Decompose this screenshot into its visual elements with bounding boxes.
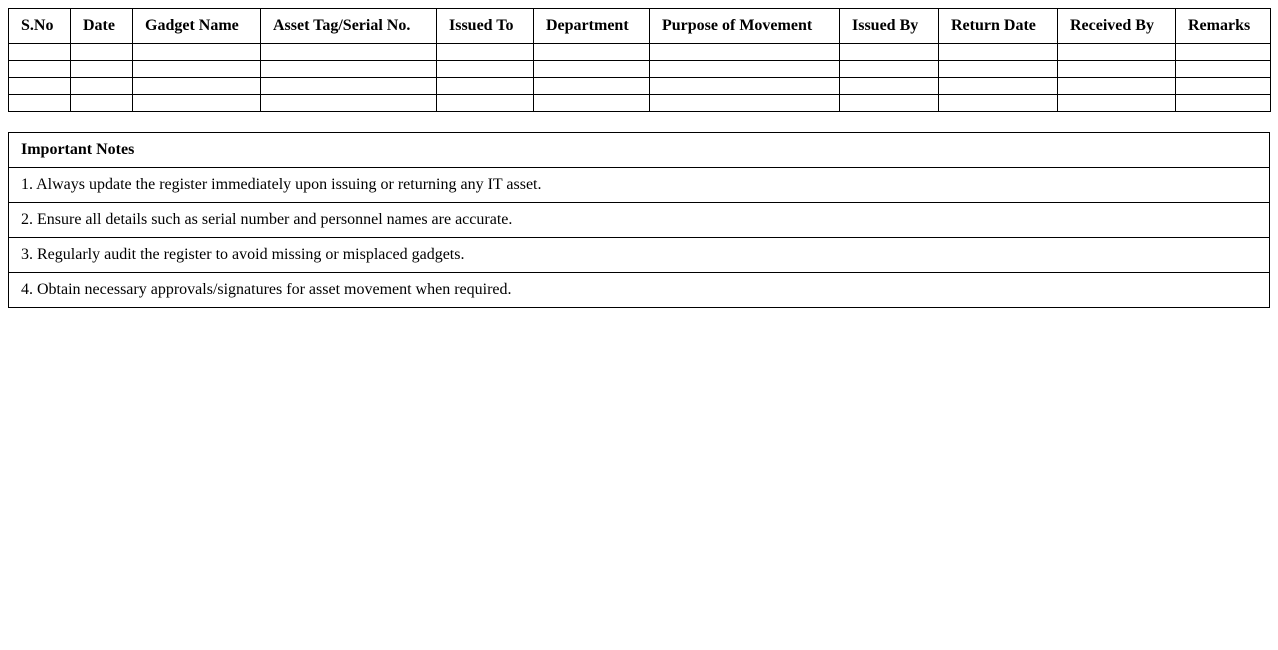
table-cell[interactable]: [261, 95, 437, 112]
table-row: [9, 61, 1271, 78]
column-header-issued-by: Issued By: [840, 9, 939, 44]
table-row: [9, 95, 1271, 112]
table-cell[interactable]: [9, 95, 71, 112]
table-cell[interactable]: [261, 61, 437, 78]
important-notes-table: [8, 132, 1270, 308]
table-cell[interactable]: [261, 44, 437, 61]
table-cell[interactable]: [133, 95, 261, 112]
table-cell[interactable]: [437, 61, 534, 78]
table-cell[interactable]: [840, 78, 939, 95]
column-header-purpose: Purpose of Movement: [650, 9, 840, 44]
table-cell[interactable]: [133, 61, 261, 78]
table-cell[interactable]: [1176, 95, 1271, 112]
table-cell[interactable]: [650, 44, 840, 61]
column-header-issued-to: Issued To: [437, 9, 534, 44]
column-header-gadget-name: Gadget Name: [133, 9, 261, 44]
table-cell[interactable]: [1058, 95, 1176, 112]
table-cell[interactable]: [437, 95, 534, 112]
note-item: 3. Regularly audit the register to avoid missing or misplaced gadgets.: [9, 238, 1270, 273]
table-cell[interactable]: [9, 44, 71, 61]
table-cell[interactable]: [1058, 44, 1176, 61]
table-cell[interactable]: [9, 78, 71, 95]
table-cell[interactable]: [939, 61, 1058, 78]
table-cell[interactable]: [840, 61, 939, 78]
column-header-remarks: Remarks: [1176, 9, 1271, 44]
table-cell[interactable]: [1176, 44, 1271, 61]
table-cell[interactable]: [261, 78, 437, 95]
notes-header-row: [9, 133, 1270, 168]
gadget-register-table: [8, 8, 1271, 112]
table-cell[interactable]: [534, 95, 650, 112]
note-item: 1. Always update the register immediately upon issuing or returning any IT asset.: [9, 168, 1270, 203]
column-header-department: Department: [534, 9, 650, 44]
note-row: [9, 238, 1270, 273]
table-cell[interactable]: [650, 78, 840, 95]
table-cell[interactable]: [133, 44, 261, 61]
register-header-row: [9, 9, 1271, 44]
table-cell[interactable]: [1058, 61, 1176, 78]
column-header-date: Date: [71, 9, 133, 44]
table-cell[interactable]: [939, 44, 1058, 61]
table-cell[interactable]: [650, 61, 840, 78]
table-cell[interactable]: [1176, 61, 1271, 78]
column-header-return-date: Return Date: [939, 9, 1058, 44]
column-header-asset-tag: Asset Tag/Serial No.: [261, 9, 437, 44]
table-cell[interactable]: [437, 44, 534, 61]
notes-title: Important Notes: [9, 133, 1270, 168]
table-cell[interactable]: [534, 61, 650, 78]
table-cell[interactable]: [534, 44, 650, 61]
table-cell[interactable]: [71, 61, 133, 78]
table-cell[interactable]: [650, 95, 840, 112]
table-cell[interactable]: [71, 95, 133, 112]
note-row: [9, 273, 1270, 308]
table-cell[interactable]: [1058, 78, 1176, 95]
table-cell[interactable]: [840, 95, 939, 112]
table-cell[interactable]: [1176, 78, 1271, 95]
table-cell[interactable]: [71, 44, 133, 61]
table-cell[interactable]: [437, 78, 534, 95]
note-item: 2. Ensure all details such as serial number and personnel names are accurate.: [9, 203, 1270, 238]
table-row: [9, 44, 1271, 61]
note-row: [9, 203, 1270, 238]
table-row: [9, 78, 1271, 95]
note-row: [9, 168, 1270, 203]
note-item: 4. Obtain necessary approvals/signatures for asset movement when required.: [9, 273, 1270, 308]
table-cell[interactable]: [71, 78, 133, 95]
table-cell[interactable]: [534, 78, 650, 95]
column-header-sno: S.No: [9, 9, 71, 44]
column-header-received-by: Received By: [1058, 9, 1176, 44]
table-cell[interactable]: [133, 78, 261, 95]
table-cell[interactable]: [9, 61, 71, 78]
table-cell[interactable]: [840, 44, 939, 61]
table-cell[interactable]: [939, 78, 1058, 95]
table-cell[interactable]: [939, 95, 1058, 112]
